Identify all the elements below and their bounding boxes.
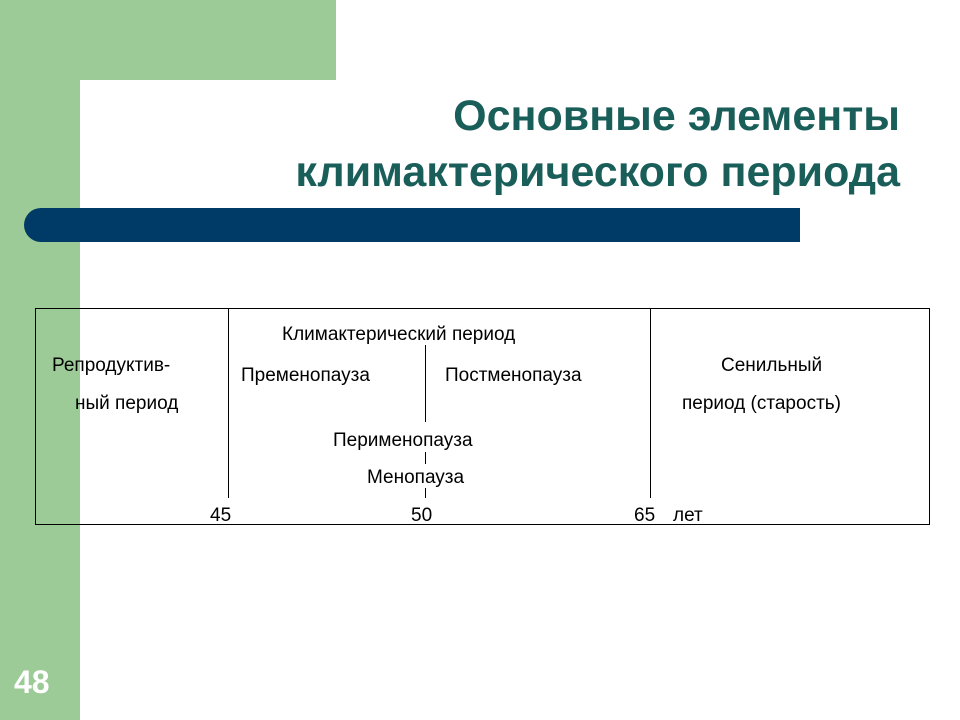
climacteric-period-label: Климактерический период bbox=[282, 324, 516, 345]
postmenopause-label: Постменопауза bbox=[445, 365, 582, 386]
menopause-label: Менопауза bbox=[367, 467, 465, 488]
perimenopause-label: Перименопауза bbox=[333, 430, 473, 451]
senile-period-line-2: период (старость) bbox=[682, 393, 841, 414]
premenopause-label: Пременопауза bbox=[241, 365, 370, 386]
divider-45 bbox=[228, 308, 229, 498]
reproductive-period-line-2: ный период bbox=[75, 393, 179, 414]
age-65-label: 65 bbox=[634, 505, 656, 526]
top-green-band bbox=[0, 0, 336, 80]
age-45-label: 45 bbox=[210, 505, 232, 526]
title-line-2: климактерического периода bbox=[295, 148, 900, 196]
rounded-corner bbox=[80, 80, 160, 160]
divider-50-tick-2 bbox=[425, 488, 426, 498]
age-unit-label: лет bbox=[673, 505, 703, 526]
reproductive-period-line-1: Репродуктив- bbox=[52, 355, 171, 376]
divider-50-upper bbox=[425, 345, 426, 422]
age-50-label: 50 bbox=[411, 505, 433, 526]
title-line-1: Основные элементы bbox=[453, 92, 900, 140]
slide-title bbox=[295, 88, 900, 200]
slide-number: 48 bbox=[14, 664, 50, 700]
title-underline-bar bbox=[24, 208, 800, 242]
senile-period-line-1: Сенильный bbox=[721, 355, 823, 376]
divider-50-tick-1 bbox=[425, 452, 426, 464]
divider-65 bbox=[650, 308, 651, 498]
